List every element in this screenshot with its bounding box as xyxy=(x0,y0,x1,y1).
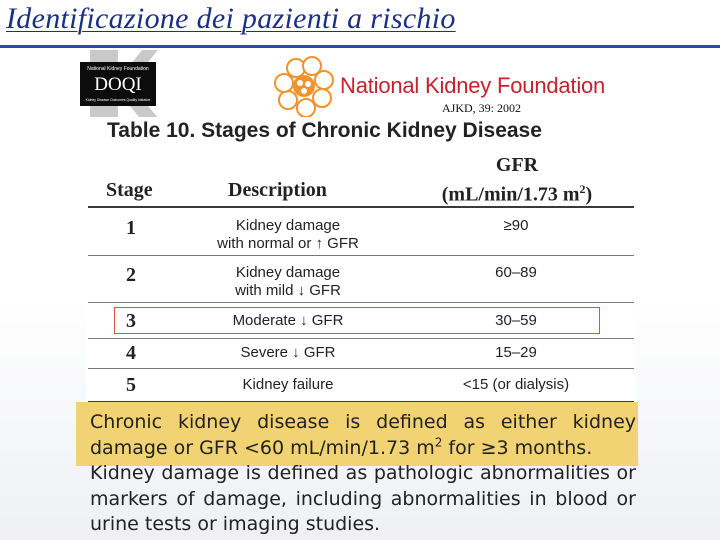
ckd-stages-table xyxy=(86,117,636,407)
doqi-top-text: National Kidney Foundation xyxy=(87,66,149,72)
row-gfr: <15 (or dialysis) xyxy=(462,376,570,393)
table-title: Table 10. Stages of Chronic Kidney Disease xyxy=(107,119,542,142)
slide-title: Identificazione dei pazienti a rischio xyxy=(6,2,456,35)
row-description: Moderate ↓ GFR xyxy=(232,312,344,329)
doqi-word: DOQI xyxy=(94,74,142,95)
row-divider xyxy=(88,255,634,256)
row-stage: 1 xyxy=(126,217,136,239)
row-gfr: ≥90 xyxy=(503,217,529,234)
row-description: Severe ↓ GFR xyxy=(240,344,336,361)
row-description: Kidney damage with mild ↓ GFR xyxy=(235,264,341,299)
row-divider xyxy=(88,302,634,303)
header-stage: Stage xyxy=(106,179,153,201)
header-gfr-line1: GFR xyxy=(495,154,539,176)
doqi-bottom-text: Kidney Disease Outcomes Quality Initiative xyxy=(85,98,151,102)
row-stage: 5 xyxy=(126,374,136,396)
row-divider xyxy=(88,368,634,369)
row-description: Kidney damage with normal or ↑ GFR xyxy=(217,217,359,252)
row-gfr: 15–29 xyxy=(495,344,537,361)
row-stage: 4 xyxy=(126,342,136,364)
definitions-text xyxy=(90,410,636,538)
row-gfr: 30–59 xyxy=(495,312,537,329)
nkf-flower-icon xyxy=(274,56,334,118)
row-divider xyxy=(88,338,634,339)
kidney-damage-definition: Kidney damage is defined as pathologic abnormalities or markers of damage, including abnormalities in blood or urine tests or imaging studies. xyxy=(90,462,636,535)
citation: AJKD, 39: 2002 xyxy=(442,101,522,115)
row-gfr: 60–89 xyxy=(495,264,537,281)
header-rule xyxy=(88,206,634,208)
row-stage: 2 xyxy=(126,264,136,286)
header-gfr-line2: (mL/min/1.73 $m^2$) xyxy=(441,182,593,206)
header-gfr xyxy=(422,153,612,207)
header-description: Description xyxy=(228,179,327,201)
nkf-name: National Kidney Foundation xyxy=(340,73,606,98)
row-description: Kidney failure xyxy=(242,376,334,393)
title-underline-rule xyxy=(0,45,720,48)
kdoqi-logo xyxy=(80,50,162,118)
row-stage: 3 xyxy=(126,310,136,332)
ckd-definition: Chronic kidney disease is defined as either kidney damage or GFR <60 mL/min/1.73 $m^2$ for ≥3 months. xyxy=(90,411,636,459)
